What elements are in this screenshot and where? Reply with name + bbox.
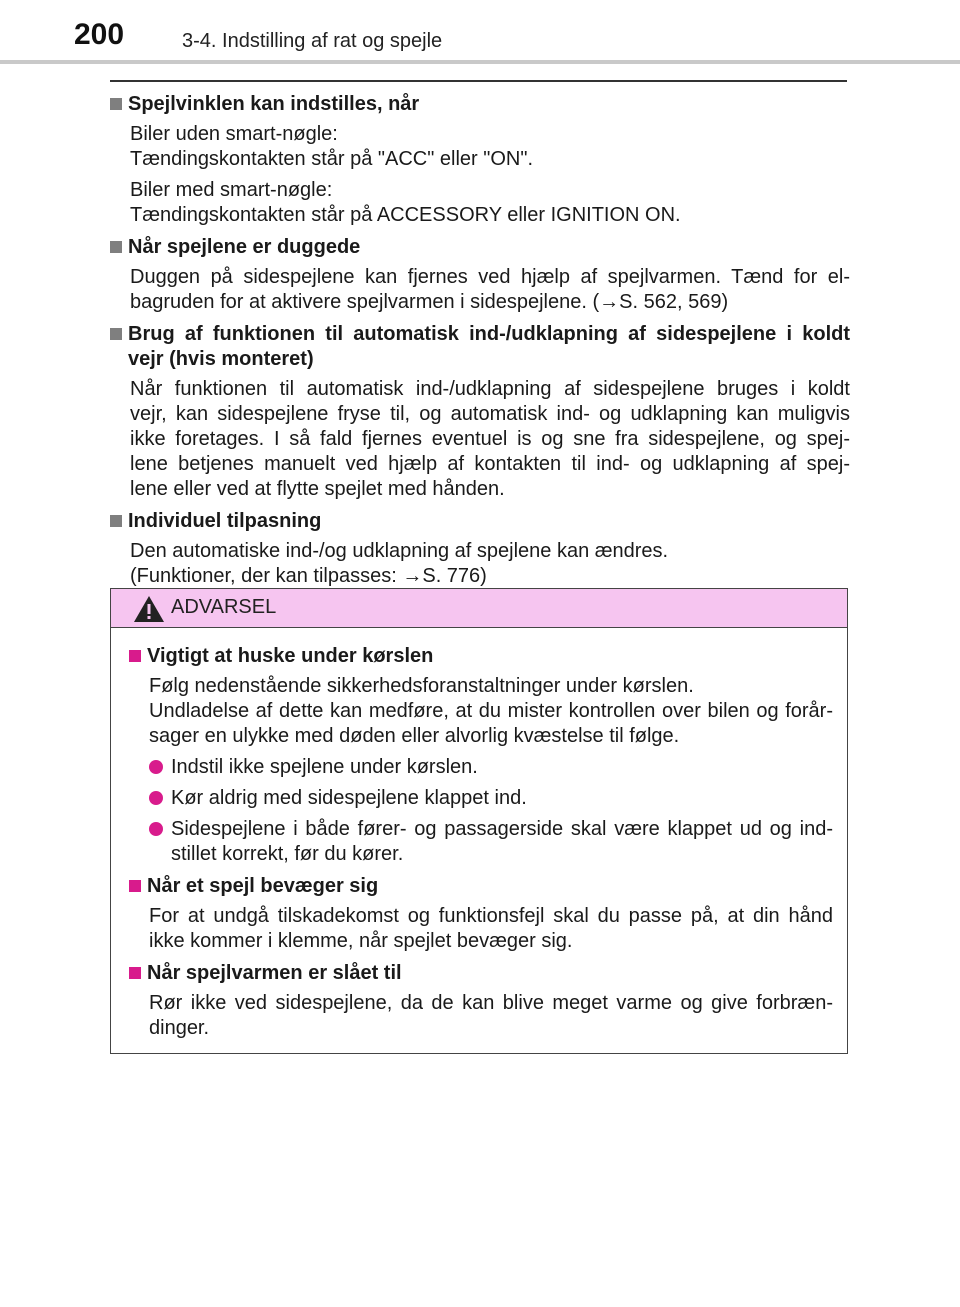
section-fogged-mirrors	[110, 235, 850, 315]
paragraph: Duggen på sidespejlene kan fjernes ved hjælp af spejlvarmen. Tænd for el- bagruden for at aktivere spejlvarmen i sidespejlene. (→S. 562, 569)	[130, 266, 850, 313]
warning-triangle-icon	[133, 595, 165, 623]
paragraph: Biler uden smart-nøgle: Tændingskontakten står på "ACC" eller "ON".	[130, 123, 534, 170]
paragraph: Den automatiske ind-/og udklapning af spejlene kan ændres. (Funktioner, der kan tilpasses: →S. 776)	[130, 540, 669, 587]
bullet-item: Indstil ikke spejlene under kørslen.	[149, 755, 833, 780]
warning-body	[129, 644, 833, 1048]
circle-bullet-icon	[149, 760, 163, 774]
square-bullet-icon	[129, 967, 141, 979]
warning-heading: Vigtigt at huske under kørslen	[129, 644, 833, 669]
square-bullet-icon	[110, 241, 122, 253]
section-heading: Spejlvinklen kan indstilles, når	[110, 92, 850, 117]
page-header	[0, 0, 960, 64]
section-heading: Når spejlene er duggede	[110, 235, 850, 260]
square-bullet-icon	[110, 98, 122, 110]
square-bullet-icon	[110, 328, 122, 340]
circle-bullet-icon	[149, 822, 163, 836]
header-divider	[0, 60, 960, 64]
circle-bullet-icon	[149, 791, 163, 805]
section-mirror-angle	[110, 92, 850, 228]
warning-heading: Når spejlvarmen er slået til	[129, 961, 833, 986]
warning-header	[111, 589, 847, 628]
main-content	[110, 92, 850, 596]
warning-heading: Når et spejl bevæger sig	[129, 874, 833, 899]
warning-box	[110, 588, 848, 1054]
warning-item-mirror-moving: Når et spejl bevæger sig For at undgå tilskadekomst og funktionsfejl skal du passe på, at din hånd ikke kommer i klemme, når spejlet bevæger sig.	[129, 874, 833, 954]
section-customization	[110, 509, 850, 589]
section-heading: Individuel tilpasning	[110, 509, 850, 534]
square-bullet-icon	[129, 650, 141, 662]
section-heading: Brug af funktionen til automatisk ind-/udklapning af sidespejlene i koldt vejr (hvis monteret)	[110, 322, 850, 372]
square-bullet-icon	[129, 880, 141, 892]
warning-item-mirror-heater: Når spejlvarmen er slået til Rør ikke ved sidespejlene, da de kan blive meget varme og give forbræn- dinger.	[129, 961, 833, 1041]
chapter-title: 3-4. Indstilling af rat og spejle	[182, 30, 443, 52]
section-cold-weather-folding	[110, 322, 850, 502]
warning-item-driving: Vigtigt at huske under kørslen Følg nedenstående sikkerhedsforanstaltninger under kørslen. Undladelse af dette kan medføre, at du mister kontrollen over bilen og forår- sager en ulykke med døden eller alvorlig kvæstelse til følge. Indstil ikke spejlene under kørslen. Kør aldrig med sidespejlene klappet ind. Sidespejlene i både fører- og passagerside skal være klappet ud og ind- stillet korrekt, før du kører.	[129, 644, 833, 867]
paragraph: Biler med smart-nøgle: Tændingskontakten står på ACCESSORY eller IGNITION ON.	[130, 179, 681, 226]
warning-title: ADVARSEL	[171, 596, 277, 618]
paragraph: Når funktionen til automatisk ind-/udklapning af sidespejlene bruges i koldt vejr, kan sidespejlene fryse til, og automatisk ind- og udklapning kan muligvis ikke foretages. I så fald fjernes eventuel is og sne fra sidespejlene, og spej- lene betjenes manuelt ved hjælp af kontakten til ind- og udklapning af spej- lene eller ved at flytte spejlet med hånden.	[130, 378, 850, 500]
section-divider	[110, 80, 847, 82]
bullet-item: Kør aldrig med sidespejlene klappet ind.	[149, 786, 833, 811]
page-number: 200	[74, 18, 125, 51]
bullet-item: Sidespejlene i både fører- og passagerside skal være klappet ud og ind- stillet korrekt, før du kører.	[149, 817, 833, 867]
square-bullet-icon	[110, 515, 122, 527]
